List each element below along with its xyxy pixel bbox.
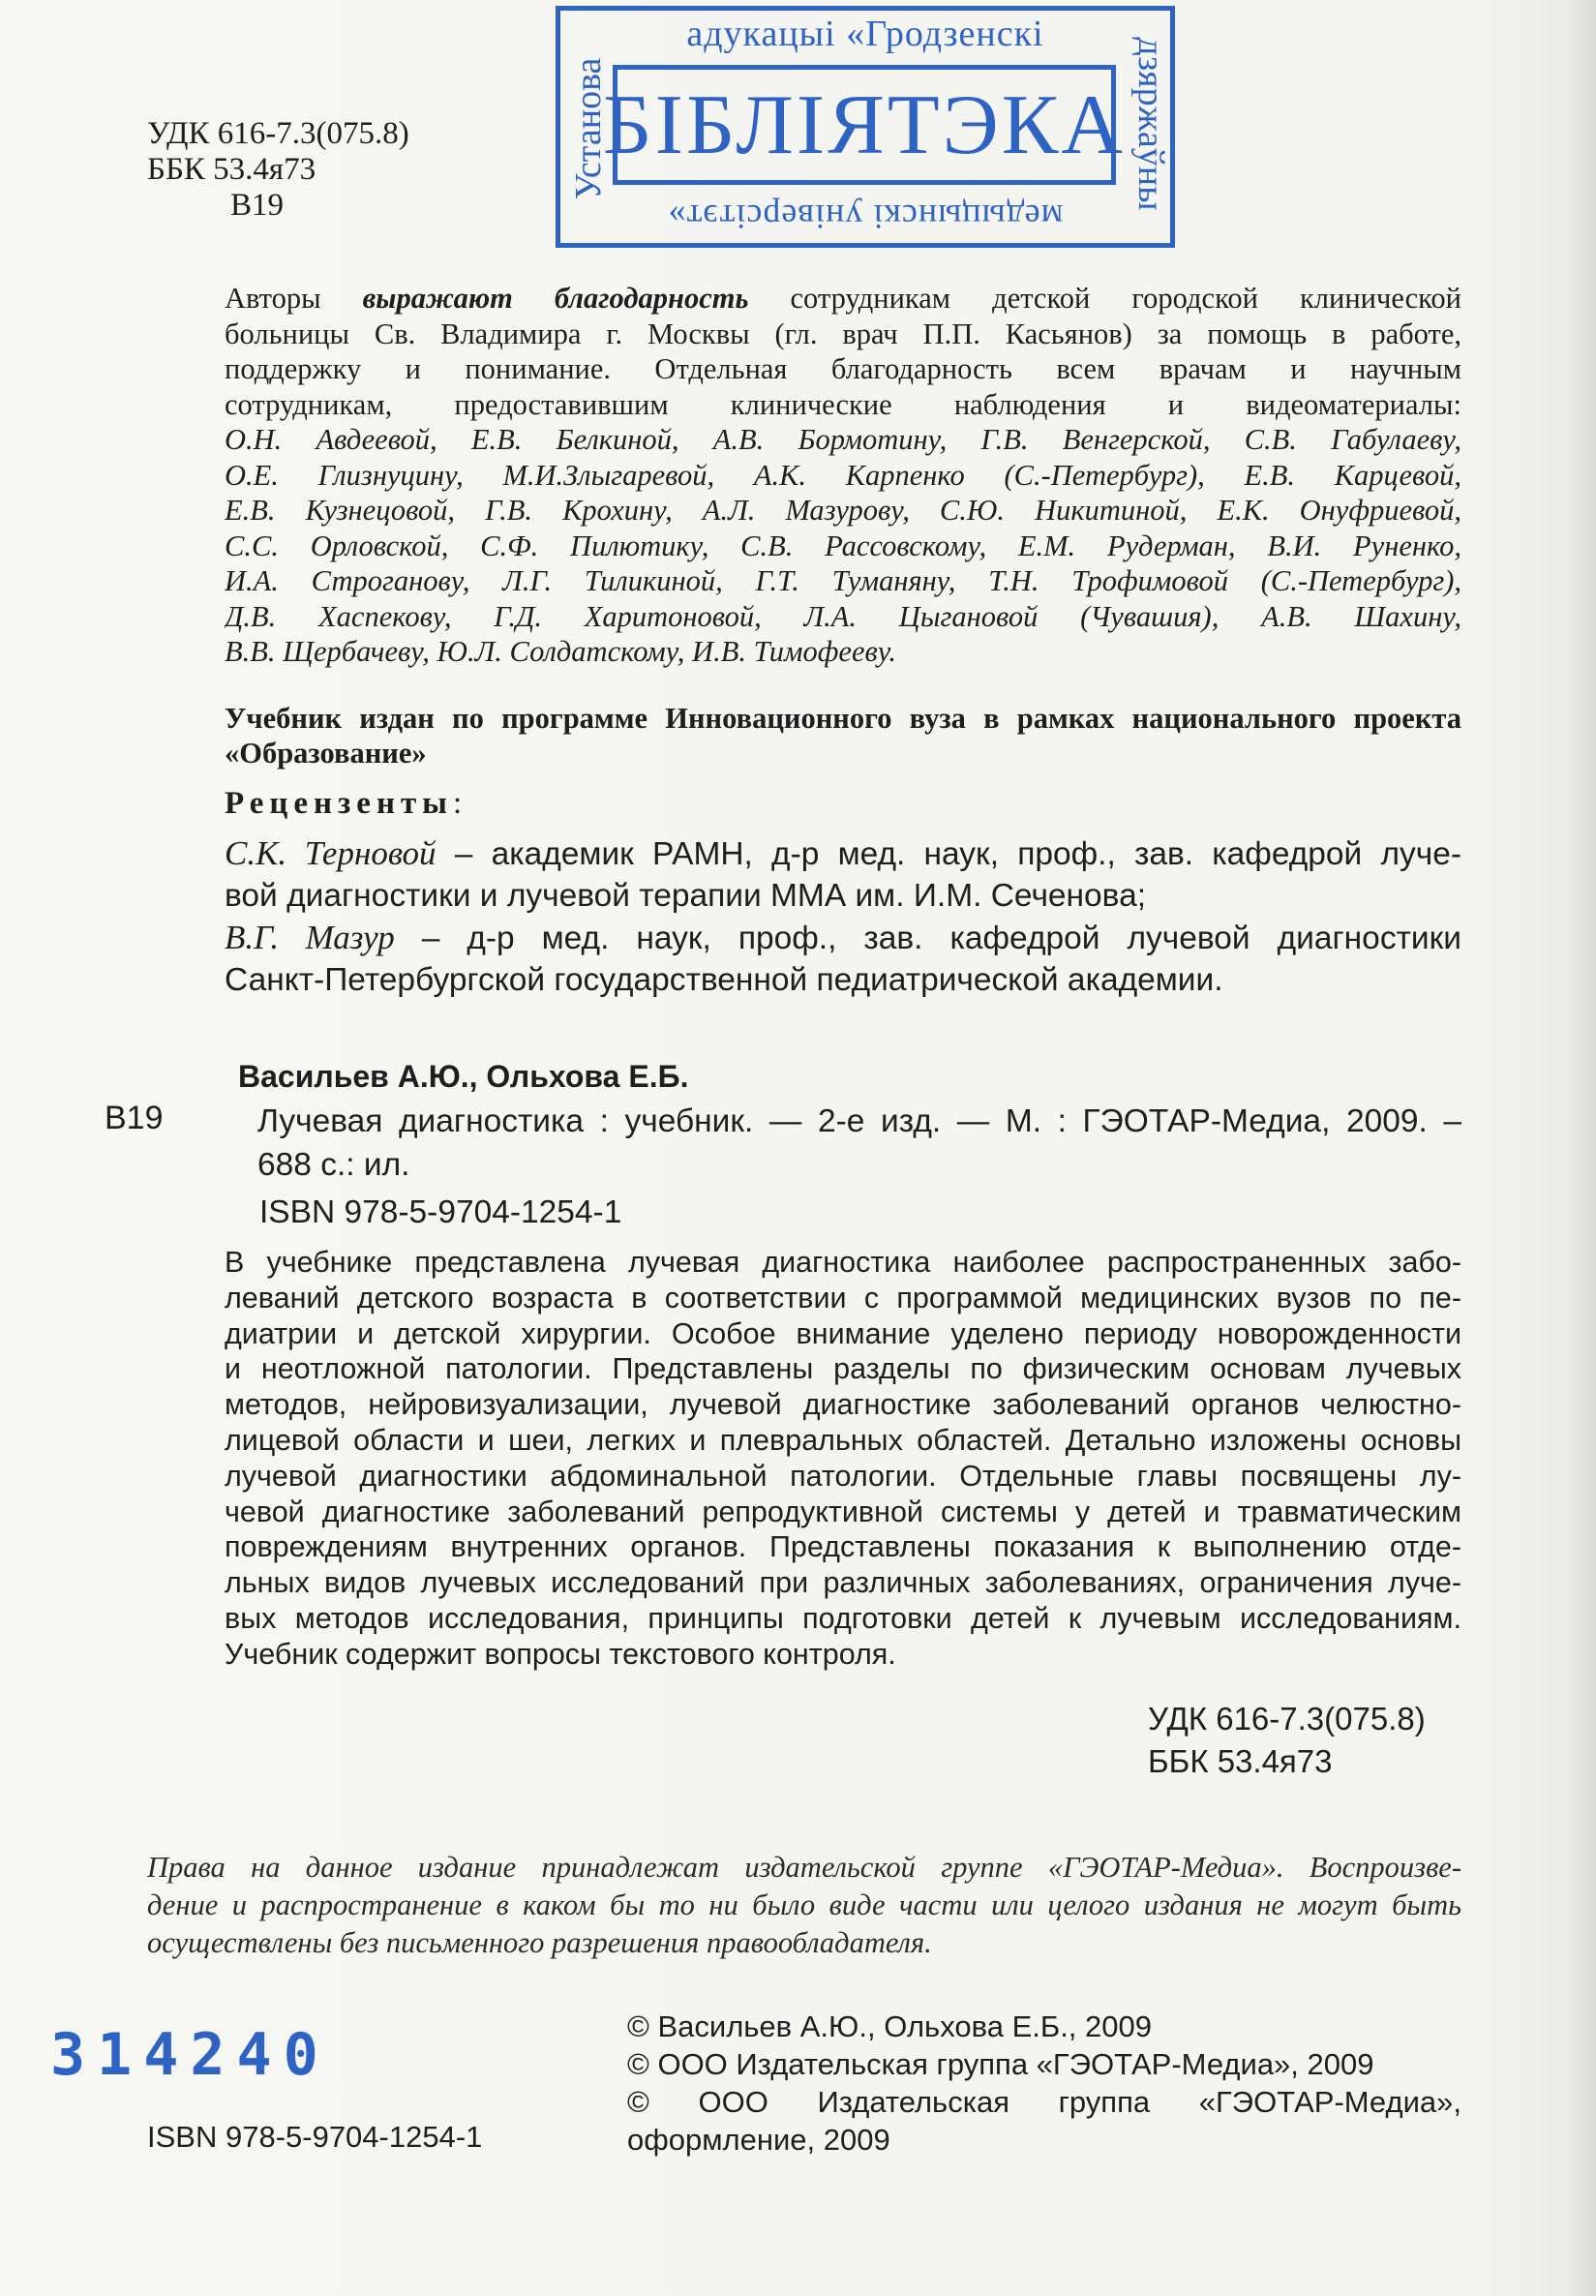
library-stamp [556, 6, 1175, 248]
rights-line: осуществлены без письменного разрешения правообладателя. [147, 1926, 932, 1959]
copyright-line: © ООО Издательская группа «ГЭОТАР-Медиа», 2009 [627, 2047, 1374, 2081]
reviewer-1-line: С.К. Терновой – академик РАМН, д-р мед. наук, проф., зав. кафедрой луче- [225, 834, 1462, 872]
stamp-main-text: БІБЛІЯТЭКА [613, 65, 1116, 185]
abstract-line: вых методов исследования, принципы подготовки детей к лучевым исследованиям. [225, 1601, 1461, 1635]
abstract-line: методов, нейровизуализации, лучевой диагностике заболеваний органов челюстно- [225, 1388, 1461, 1422]
abstract-line: леваний детского возраста в соответствии с программой медицинских вузов по пе- [225, 1281, 1461, 1314]
isbn-record: ISBN 978-5-9704-1254-1 [259, 1194, 622, 1230]
ack-line: больницы Св. Владимира г. Москвы (гл. врач П.П. Касьянов) за помощь в работе, [225, 317, 1461, 350]
acknowledgement-paragraph [225, 281, 1461, 670]
bibliographic-description [257, 1100, 1461, 1187]
rights-line: дение и распространение в каком бы то ни было виде части или целого издания не могут быть [147, 1888, 1461, 1921]
bibliographic-line: 688 с.: ил. [257, 1147, 410, 1183]
reviewer-1-name: С.К. Терновой [225, 834, 437, 872]
abstract-line: Учебник содержит вопросы текстового контроля. [225, 1637, 896, 1671]
program-note [225, 701, 1461, 770]
stamp-bottom-text: медыцынскі універсітэт» [667, 197, 1064, 236]
author-mark-record: В19 [105, 1100, 164, 1136]
copyright-line: оформление, 2009 [627, 2123, 890, 2157]
inventory-number-stamp: 314240 [50, 2021, 330, 2089]
copyright-block [627, 2008, 1461, 2159]
ack-line: сотрудникам, предоставившим клинические наблюдения и видеоматериалы: [225, 387, 1461, 421]
udk-code: УДК 616-7.3(075.8) [147, 116, 409, 151]
ack-line: поддержку и понимание. Отдельная благодарность всем врачам и научным [225, 352, 1461, 385]
ack-names-line: И.А. Строганову, Л.Г. Тиликиной, Г.Т. Туманяну, Т.Н. Трофимовой (С.-Петербург), [225, 564, 1461, 597]
bbk-code: ББК 53.4я73 [1148, 1743, 1333, 1779]
bibliographic-line: Лучевая диагностика : учебник. — 2-е изд. — М. : ГЭОТАР-Медиа, 2009. – [257, 1103, 1461, 1139]
abstract-line: чевой диагностике заболеваний репродуктивной системы у детей и травматическим [225, 1495, 1461, 1528]
bbk-code: ББК 53.4я73 [147, 152, 316, 187]
stamp-right-text: дзяржаўны [1130, 37, 1171, 211]
ack-names-line: О.Н. Авдеевой, Е.В. Белкиной, А.В. Бормотину, Г.В. Венгерской, С.В. Габулаеву, [225, 423, 1461, 456]
rights-line: Права на данное издание принадлежат издательской группе «ГЭОТАР-Медиа». Воспроизве- [147, 1851, 1461, 1884]
program-note-line: Учебник издан по программе Инновационного вуза в рамках национального проекта [225, 702, 1461, 735]
ack-names-line: В.В. Щербачеву, Ю.Л. Солдатскому, И.В. Тимофееву. [225, 635, 896, 668]
ack-names-line: Е.В. Кузнецовой, Г.В. Крохину, А.Л. Мазурову, С.Ю. Никитиной, Е.К. Онуфриевой, [225, 494, 1461, 527]
ack-names-line: О.Е. Глизнуцину, М.И.Злыгаревой, А.К. Карпенко (С.-Петербург), Е.В. Карцевой, [225, 458, 1461, 492]
book-authors: Васильев А.Ю., Ольхова Е.Б. [238, 1059, 689, 1094]
ack-emphasis: выражают благодарность [362, 282, 749, 315]
author-mark: В19 [230, 188, 285, 223]
abstract-line: лучевой диагностики абдоминальной патологии. Отдельные главы посвящены лу- [225, 1459, 1461, 1493]
rights-notice [147, 1849, 1461, 1962]
classification-codes-top [147, 116, 409, 224]
abstract-line: повреждениям внутренних органов. Представлены показания к выполнению отде- [225, 1530, 1461, 1564]
abstract-line: лицевой области и шеи, легких и плевральных областей. Детально изложены основы [225, 1423, 1461, 1457]
stamp-left-text: Установа [568, 57, 609, 200]
ack-names-line: Д.В. Хаспекову, Г.Д. Харитоновой, Л.А. Цыгановой (Чувашия), А.В. Шахину, [225, 599, 1461, 633]
ack-line: Авторы выражают благодарность сотрудникам детской городской клинической [225, 282, 1461, 315]
abstract-line: и неотложной патологии. Представлены разделы по физическим основам лучевых [225, 1352, 1461, 1386]
reviewers-heading: Рецензенты: [225, 786, 463, 821]
copyright-line: © ООО Издательская группа «ГЭОТАР-Медиа», [627, 2085, 1461, 2119]
program-note-line: «Образование» [225, 737, 427, 770]
abstract-line: диатрии и детской хирургии. Особое внимание уделено периоду новорожденности [225, 1316, 1461, 1350]
abstract-paragraph [225, 1245, 1461, 1673]
reviewers-list [225, 832, 1461, 1001]
classification-codes-bottom [1148, 1698, 1426, 1783]
reviewer-2-line: Санкт-Петербургской государственной педиатрической академии. [225, 962, 1223, 998]
abstract-line: В учебнике представлена лучевая диагностика наиболее распространенных забо- [225, 1246, 1461, 1279]
abstract-line: льных видов лучевых исследований при различных заболеваниях, ограничения луче- [225, 1566, 1461, 1600]
reviewer-2-line: В.Г. Мазур – д-р мед. наук, проф., зав. кафедрой лучевой диагностики [225, 919, 1461, 956]
stamp-top-text: адукацыі «Гродзенскі [686, 14, 1044, 54]
copyright-line: © Васильев А.Ю., Ольхова Е.Б., 2009 [627, 2009, 1153, 2043]
page-edge-shadow [1563, 0, 1596, 2296]
ack-names-line: С.С. Орловской, С.Ф. Пилютику, С.В. Рассовскому, Е.М. Рудерман, В.И. Руненко, [225, 529, 1461, 562]
reviewer-1-line: вой диагностики и лучевой терапии ММА им. И.М. Сеченова; [225, 878, 1147, 914]
reviewer-2-name: В.Г. Мазур [225, 919, 395, 956]
udk-code: УДК 616-7.3(075.8) [1148, 1701, 1426, 1737]
isbn-bottom: ISBN 978-5-9704-1254-1 [147, 2120, 483, 2154]
